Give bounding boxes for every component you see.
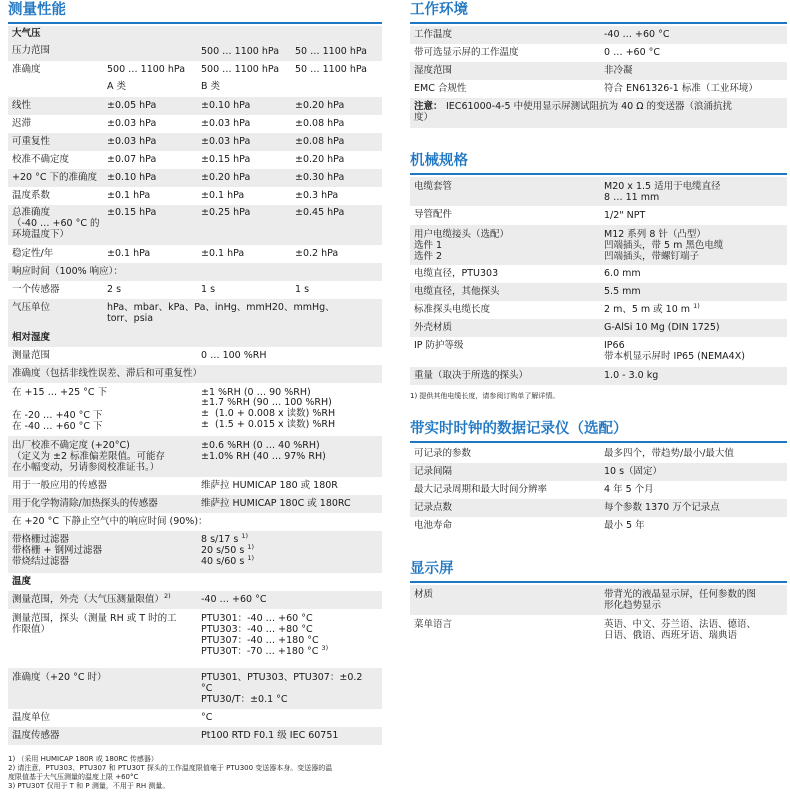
value-a: ±0.05 hPa bbox=[107, 100, 157, 111]
row-label: 准确度（+20 °C 时） bbox=[12, 672, 107, 683]
spec-row bbox=[8, 169, 382, 187]
value-c: ±0.20 hPa bbox=[295, 100, 345, 111]
row-label-3: 在小幅变动，另请参阅校准证书。） bbox=[12, 462, 160, 473]
probe-range-3: PTU307：-40 … +180 °C bbox=[201, 635, 319, 646]
row-label: 响应时间（100% 响应）： bbox=[12, 266, 123, 277]
filter-1-label: 带格栅过滤器 bbox=[12, 534, 70, 545]
row-value: Pt100 RTD F0.1 级 IEC 60751 bbox=[201, 730, 339, 741]
chem-sensor-row bbox=[8, 495, 382, 513]
section-divider bbox=[410, 173, 787, 175]
temp-acc-2: PTU30/T：±0.1 °C bbox=[201, 694, 288, 705]
value-b: ±0.10 hPa bbox=[201, 100, 251, 111]
value-c: 50 … 1100 hPa bbox=[295, 64, 367, 75]
value-line-2: 日语、俄语、西班牙语、瑞典语 bbox=[604, 630, 738, 641]
row-value: -40 … +60 °C bbox=[604, 29, 670, 40]
spec-row bbox=[410, 445, 787, 463]
row-label: 准确度（包括非线性误差、滞后和可重复性） bbox=[12, 368, 203, 379]
temp-range-1: 在 +15 … +25 °C 下 bbox=[12, 387, 108, 398]
footnote-2: 2) 请注意，PTU303、PTU307 和 PTU30T 探头的工作温度限值毫于 PTU300 变送器本身。变送器的温 bbox=[8, 764, 333, 772]
row-label: 最大记录周期和最大时间分辨率 bbox=[414, 484, 548, 495]
footnote-3: 3) PTU30T 仅用于 T 和 P 测量，不用于 RH 测量。 bbox=[8, 782, 170, 790]
ip-row bbox=[410, 337, 787, 367]
row-label: +20 °C 下的准确度 bbox=[12, 172, 97, 183]
value-b: ±0.25 hPa bbox=[201, 207, 251, 218]
pressure-header: 大气压 bbox=[8, 26, 382, 42]
temp-unit-row bbox=[8, 709, 382, 727]
row-value: 非冷凝 bbox=[604, 65, 633, 76]
value-a: ±0.1 hPa bbox=[107, 190, 151, 201]
row-label: 测量范围，外壳（大气压测量限值）$^{2)}$ bbox=[12, 591, 171, 605]
value-b: ±0.1 hPa bbox=[201, 190, 245, 201]
section-divider bbox=[8, 22, 382, 24]
footnote-2b: 度限值基于大气压测量的温度上限 +60°C bbox=[8, 773, 139, 781]
value-c: ±0.2 hPa bbox=[295, 248, 339, 259]
note-text: IEC61000-4-5 中使用显示屏测试阻抗为 40 Ω 的变送器（浪涌抗扰 bbox=[446, 101, 733, 112]
value-b: 500 … 1100 hPa bbox=[201, 64, 280, 75]
temp-sensor-row bbox=[8, 727, 382, 745]
spec-row bbox=[410, 463, 787, 481]
row-label: 电缆直径，PTU303 bbox=[414, 268, 499, 279]
row-value: 最小 5 年 bbox=[604, 520, 645, 531]
connector-row bbox=[410, 225, 787, 265]
spec-row bbox=[410, 499, 787, 517]
probe-range-1: PTU301：-40 … +60 °C bbox=[201, 613, 313, 624]
one-sensor-row bbox=[8, 281, 382, 299]
spec-row bbox=[8, 187, 382, 205]
row-label: 导管配件 bbox=[414, 209, 453, 220]
section-title-measurement: 测量性能 bbox=[8, 2, 66, 18]
row-label-2: （定义为 ±2 标准偏差限值。可能存 bbox=[12, 451, 166, 462]
probe-cable-row bbox=[410, 301, 787, 319]
units-line-2: torr、psia bbox=[107, 313, 154, 324]
value-a: ±0.07 hPa bbox=[107, 154, 157, 165]
row-label: 总准确度 bbox=[12, 207, 51, 218]
conduit-row bbox=[410, 206, 787, 225]
pressure-spec-rows bbox=[8, 97, 382, 205]
temp-acc-1b: °C bbox=[201, 683, 213, 694]
filters-row bbox=[8, 531, 382, 573]
value-line-1: M20 x 1.5 适用于电缆直径 bbox=[604, 181, 721, 192]
row-label: 迟滞 bbox=[12, 118, 32, 129]
row-label: 记录间隔 bbox=[414, 466, 453, 477]
row-label: 工作温度 bbox=[414, 29, 453, 40]
temp-accuracy-row bbox=[8, 668, 382, 709]
row-label: 准确度 bbox=[12, 64, 41, 75]
row-label: IP 防护等级 bbox=[414, 340, 464, 351]
section-divider bbox=[410, 581, 787, 583]
row-label: 电缆套管 bbox=[414, 181, 453, 192]
row-label: 可记录的参数 bbox=[414, 448, 472, 459]
value-line-2: 形化趋势显示 bbox=[604, 600, 662, 611]
response-20-row bbox=[8, 513, 382, 531]
section-divider bbox=[410, 441, 787, 443]
value-line-1: IP66 bbox=[604, 340, 625, 351]
value-line-1: M12 系列 8 针（凸型） bbox=[604, 229, 706, 240]
value-a: ±0.1 hPa bbox=[107, 248, 151, 259]
row-label: 校准不确定度 bbox=[12, 154, 70, 165]
logger-rows bbox=[410, 445, 787, 535]
row-label: 用户电缆接头（选配） bbox=[414, 229, 510, 240]
row-label: 可重复性 bbox=[12, 136, 51, 147]
row-value: °C bbox=[201, 712, 213, 723]
section-title-environment: 工作环境 bbox=[410, 2, 468, 18]
row-label: 电缆直径，其他探头 bbox=[414, 286, 500, 297]
cable-gland-row bbox=[410, 177, 787, 206]
row-label: 压力范围 bbox=[12, 45, 51, 56]
row-label: 电池寿命 bbox=[414, 520, 453, 531]
row-label: 用于一般应用的传感器 bbox=[12, 480, 108, 491]
rh-accuracy-row bbox=[8, 383, 382, 436]
pressure-range-row bbox=[8, 42, 382, 61]
class-row bbox=[8, 79, 382, 97]
row-label: 记录点数 bbox=[414, 502, 453, 513]
row-value: 符合 EN61326-1 标准（工业环境） bbox=[604, 83, 758, 94]
temp-range-probe-row bbox=[8, 609, 382, 668]
row-value: 最多四个，带趋势/最小/最大值 bbox=[604, 448, 734, 459]
spec-row bbox=[410, 517, 787, 535]
display-material-row bbox=[410, 585, 787, 615]
rh-accuracy-label-row bbox=[8, 365, 382, 383]
row-value: 10 s（固定） bbox=[604, 466, 663, 477]
row-label: 菜单语言 bbox=[414, 619, 453, 630]
row-label: 气压单位 bbox=[12, 302, 51, 313]
row-label-3: 环境温度下） bbox=[12, 229, 70, 240]
value-c: ±0.45 hPa bbox=[295, 207, 345, 218]
value-c: ±0.08 hPa bbox=[295, 136, 345, 147]
weight-row bbox=[410, 367, 787, 385]
rh-header: 相对湿度 bbox=[8, 329, 382, 347]
note-label: 注意： bbox=[414, 101, 443, 112]
row-value: 0 … 100 %RH bbox=[201, 350, 267, 361]
stability-row bbox=[8, 245, 382, 263]
value-a: ±0.03 hPa bbox=[107, 118, 157, 129]
general-sensor-row bbox=[8, 477, 382, 495]
filter-2-label: 带格栅 + 钢网过滤器 bbox=[12, 545, 102, 556]
row-label: 标准探头电缆长度 bbox=[414, 304, 491, 315]
acc-value-2: ± (1.0 + 0.008 x 读数) %RH bbox=[201, 408, 336, 419]
value-line-2: 8 … 11 mm bbox=[604, 192, 660, 203]
value-line-2: 凹端插头，带 5 m 黑色电缆 bbox=[604, 240, 724, 251]
value-b: ±0.20 hPa bbox=[201, 172, 251, 183]
row-label: 出厂校准不确定度 (+20°C) bbox=[12, 440, 130, 451]
spec-row bbox=[410, 44, 787, 62]
row-label: 温度系数 bbox=[12, 190, 51, 201]
environment-rows bbox=[410, 26, 787, 98]
temp-range-2: 在 -20 … +40 °C 下 bbox=[12, 410, 103, 421]
row-label: 带可选显示屏的工作温度 bbox=[414, 47, 519, 58]
row-value: 0 … +60 °C bbox=[604, 47, 661, 58]
row-value: 5.5 mm bbox=[604, 286, 641, 297]
value-b: ±0.03 hPa bbox=[201, 118, 251, 129]
option-1: 选件 1 bbox=[414, 240, 443, 251]
factory-cal-row bbox=[8, 436, 382, 477]
acc-value-1b: ±1.7 %RH (90 … 100 %RH) bbox=[201, 397, 332, 408]
spec-row bbox=[410, 26, 787, 44]
row-label: 外壳材质 bbox=[414, 322, 453, 333]
filter-3-value: 40 s/60 s $^{1)}$ bbox=[201, 553, 255, 567]
value-line-1: 带背光的液晶显示屏，任何参数的图 bbox=[604, 589, 757, 600]
probe-range-4: PTU30T：-70 … +180 °C $^{3)}$ bbox=[201, 643, 329, 657]
option-2: 选件 2 bbox=[414, 251, 443, 262]
row-label: 测量范围 bbox=[12, 350, 51, 361]
temp-range-3: 在 -40 … +60 °C 下 bbox=[12, 421, 103, 432]
spec-row bbox=[410, 80, 787, 98]
footnote-1: 1) （采用 HUMICAP 180R 或 180RC 传感器） bbox=[8, 755, 158, 763]
value-a: 500 … 1100 hPa bbox=[107, 64, 186, 75]
rh-range-row bbox=[8, 347, 382, 365]
cable-ptu303-row bbox=[410, 265, 787, 283]
value-line-3: 凹端插头，带螺钉端子 bbox=[604, 251, 700, 262]
housing-row bbox=[410, 319, 787, 337]
measurement-section bbox=[8, 0, 382, 791]
value-b: ±0.03 hPa bbox=[201, 136, 251, 147]
section-title-display: 显示屏 bbox=[410, 561, 454, 577]
acc-value-3: ± (1.5 + 0.015 x 读数) %RH bbox=[201, 419, 336, 430]
value-c: ±0.08 hPa bbox=[295, 118, 345, 129]
response-time-row bbox=[8, 263, 382, 281]
spec-row bbox=[8, 151, 382, 169]
acc-value-1: ±1 %RH (0 … 90 %RH) bbox=[201, 387, 311, 398]
probe-range-2: PTU303：-40 … +80 °C bbox=[201, 624, 313, 635]
row-value: 维萨拉 HUMICAP 180C 或 180RC bbox=[201, 498, 351, 509]
section-title-logger: 带实时时钟的数据记录仪（选配） bbox=[410, 421, 628, 437]
row-value: 维萨拉 HUMICAP 180 或 180R bbox=[201, 480, 338, 491]
row-value: 每个参数 1370 万个记录点 bbox=[604, 502, 720, 513]
value-c: 1 s bbox=[295, 284, 310, 295]
value-c: ±0.30 hPa bbox=[295, 172, 345, 183]
pressure-units-row bbox=[8, 299, 382, 329]
row-value: 2 m、5 m 或 10 m $^{1)}$ bbox=[604, 301, 700, 315]
cal-value-1: ±0.6 %RH (0 … 40 %RH) bbox=[201, 440, 320, 451]
spec-row bbox=[8, 133, 382, 151]
value-b: 1 s bbox=[201, 284, 216, 295]
row-label: 湿度范围 bbox=[414, 65, 453, 76]
row-label: 温度传感器 bbox=[12, 730, 60, 741]
row-value: 1.0 - 3.0 kg bbox=[604, 370, 659, 381]
spec-row bbox=[410, 481, 787, 499]
temp-header: 温度 bbox=[8, 573, 382, 591]
row-label-2: 作限值） bbox=[12, 624, 51, 635]
spec-row bbox=[8, 97, 382, 115]
row-label: 温度单位 bbox=[12, 712, 51, 723]
display-languages-row bbox=[410, 615, 787, 646]
environment-note bbox=[410, 98, 787, 128]
class-a: A 类 bbox=[107, 81, 127, 92]
value-c: ±0.20 hPa bbox=[295, 154, 345, 165]
filter-3-label: 带烧结过滤器 bbox=[12, 556, 70, 567]
value-c: ±0.3 hPa bbox=[295, 190, 339, 201]
row-label: 线性 bbox=[12, 100, 32, 111]
row-label: 用于化学物清除/加热探头的传感器 bbox=[12, 498, 158, 509]
total-accuracy-row bbox=[8, 205, 382, 245]
units-line-1: hPa、mbar、kPa、Pa、inHg、mmH20、mmHg、 bbox=[107, 302, 335, 313]
value-a: ±0.10 hPa bbox=[107, 172, 157, 183]
value-a: 2 s bbox=[107, 284, 122, 295]
right-column bbox=[410, 0, 787, 646]
spec-row bbox=[8, 115, 382, 133]
class-b: B 类 bbox=[201, 81, 221, 92]
filter-1-value: 8 s/17 s $^{1)}$ bbox=[201, 531, 248, 545]
spec-row bbox=[410, 62, 787, 80]
row-value: 4 年 5 个月 bbox=[604, 484, 654, 495]
row-label: 测量范围，探头（测量 RH 或 T 时的工 bbox=[12, 613, 177, 624]
value-a: ±0.15 hPa bbox=[107, 207, 157, 218]
value-line-1: 英语、中文、芬兰语、法语、德语、 bbox=[604, 619, 757, 630]
value-b: 500 … 1100 hPa bbox=[201, 46, 280, 57]
row-value: 6.0 mm bbox=[604, 268, 641, 279]
value-line-2: 带本机显示屏时 IP65 (NEMA4X) bbox=[604, 351, 745, 362]
row-label: 在 +20 °C 下静止空气中的响应时间 (90%)： bbox=[12, 516, 208, 527]
row-label: 稳定性/年 bbox=[12, 248, 54, 259]
section-title-mechanical: 机械规格 bbox=[410, 153, 468, 169]
value-c: 50 … 1100 hPa bbox=[295, 46, 367, 57]
row-label-2: （-40 … +60 °C 的 bbox=[12, 218, 100, 229]
cal-value-2: ±1.0% RH (40 … 97% RH) bbox=[201, 451, 326, 462]
value-b: ±0.15 hPa bbox=[201, 154, 251, 165]
row-label: 材质 bbox=[414, 589, 434, 600]
accuracy-row bbox=[8, 61, 382, 79]
temp-range-housing-row bbox=[8, 591, 382, 609]
row-value: 1/2" NPT bbox=[604, 210, 646, 221]
note-text-2: 度） bbox=[414, 112, 434, 123]
cable-other-row bbox=[410, 283, 787, 301]
mechanical-footnote: 1) 提供其他电缆长度，请参阅订购单了解详情。 bbox=[410, 392, 560, 400]
section-divider bbox=[410, 22, 787, 24]
row-value: -40 … +60 °C bbox=[201, 594, 267, 605]
temp-acc-1: PTU301、PTU303、PTU307：±0.2 bbox=[201, 672, 363, 683]
row-value: G-AlSi 10 Mg (DIN 1725) bbox=[604, 322, 720, 333]
value-a: ±0.03 hPa bbox=[107, 136, 157, 147]
row-label: 重量（取决于所选的探头） bbox=[414, 370, 529, 381]
filter-2-value: 20 s/50 s $^{1)}$ bbox=[201, 542, 255, 556]
value-b: ±0.1 hPa bbox=[201, 248, 245, 259]
row-label: EMC 合规性 bbox=[414, 83, 467, 94]
row-label: 一个传感器 bbox=[12, 284, 60, 295]
